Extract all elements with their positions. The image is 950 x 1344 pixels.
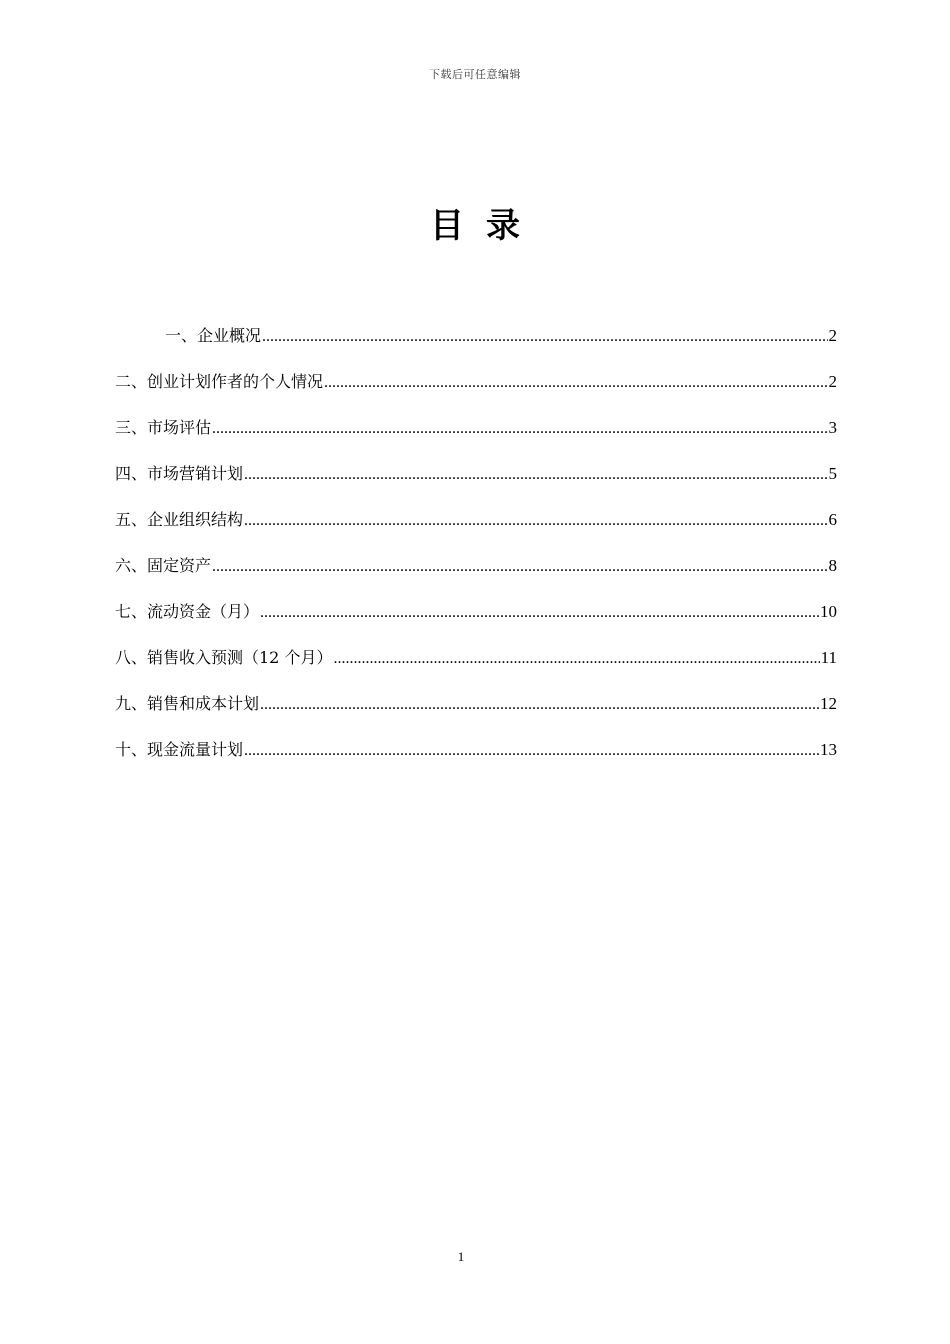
page-number: 1: [457, 1249, 465, 1264]
toc-entry-label: 六、固定资产: [115, 556, 212, 575]
toc-entry-label: 四、市场营销计划: [115, 464, 244, 483]
page-title: 目录: [430, 206, 542, 246]
toc-entry-4[interactable]: [115, 460, 837, 506]
toc-leader-dots: [324, 369, 827, 397]
toc-entry-page: 13: [820, 740, 837, 759]
toc-entry-label: 十、现金流量计划: [115, 740, 244, 759]
toc-entry-3[interactable]: [115, 414, 837, 460]
toc-entry-page: 2: [828, 326, 837, 345]
toc-entry-label: 九、销售和成本计划: [115, 694, 260, 713]
toc-entry-6[interactable]: [115, 552, 837, 598]
table-of-contents: [115, 322, 837, 782]
toc-entry-page: 11: [820, 648, 837, 667]
toc-entry-label: 一、企业概况: [165, 326, 262, 345]
toc-entry-page: 5: [828, 464, 837, 483]
toc-entry-10[interactable]: [115, 736, 837, 782]
toc-leader-dots: [244, 461, 827, 489]
toc-leader-dots: [262, 323, 827, 351]
toc-leader-dots: [260, 599, 819, 627]
toc-entry-9[interactable]: [115, 690, 837, 736]
toc-entry-label: 八、销售收入预测（12 个月）: [115, 648, 333, 667]
toc-entry-label: 七、流动资金（月）: [115, 602, 260, 621]
toc-entry-label: 三、市场评估: [115, 418, 212, 437]
toc-leader-dots: [244, 507, 827, 535]
toc-entry-page: 2: [828, 372, 837, 391]
toc-entry-page: 6: [828, 510, 837, 529]
toc-leader-dots: [212, 553, 827, 581]
header-note: 下载后可任意编辑: [429, 68, 521, 81]
toc-entry-8[interactable]: [115, 644, 837, 690]
toc-entry-1[interactable]: [115, 322, 837, 368]
toc-leader-dots: [212, 415, 827, 443]
toc-entry-7[interactable]: [115, 598, 837, 644]
toc-entry-page: 3: [828, 418, 837, 437]
toc-entry-5[interactable]: [115, 506, 837, 552]
toc-entry-2[interactable]: [115, 368, 837, 414]
toc-entry-page: 10: [820, 602, 837, 621]
toc-entry-label: 五、企业组织结构: [115, 510, 244, 529]
toc-entry-page: 12: [820, 694, 837, 713]
toc-leader-dots: [244, 737, 819, 765]
toc-entry-label: 二、创业计划作者的个人情况: [115, 372, 324, 391]
toc-leader-dots: [333, 645, 819, 673]
toc-leader-dots: [260, 691, 819, 719]
toc-entry-page: 8: [828, 556, 837, 575]
